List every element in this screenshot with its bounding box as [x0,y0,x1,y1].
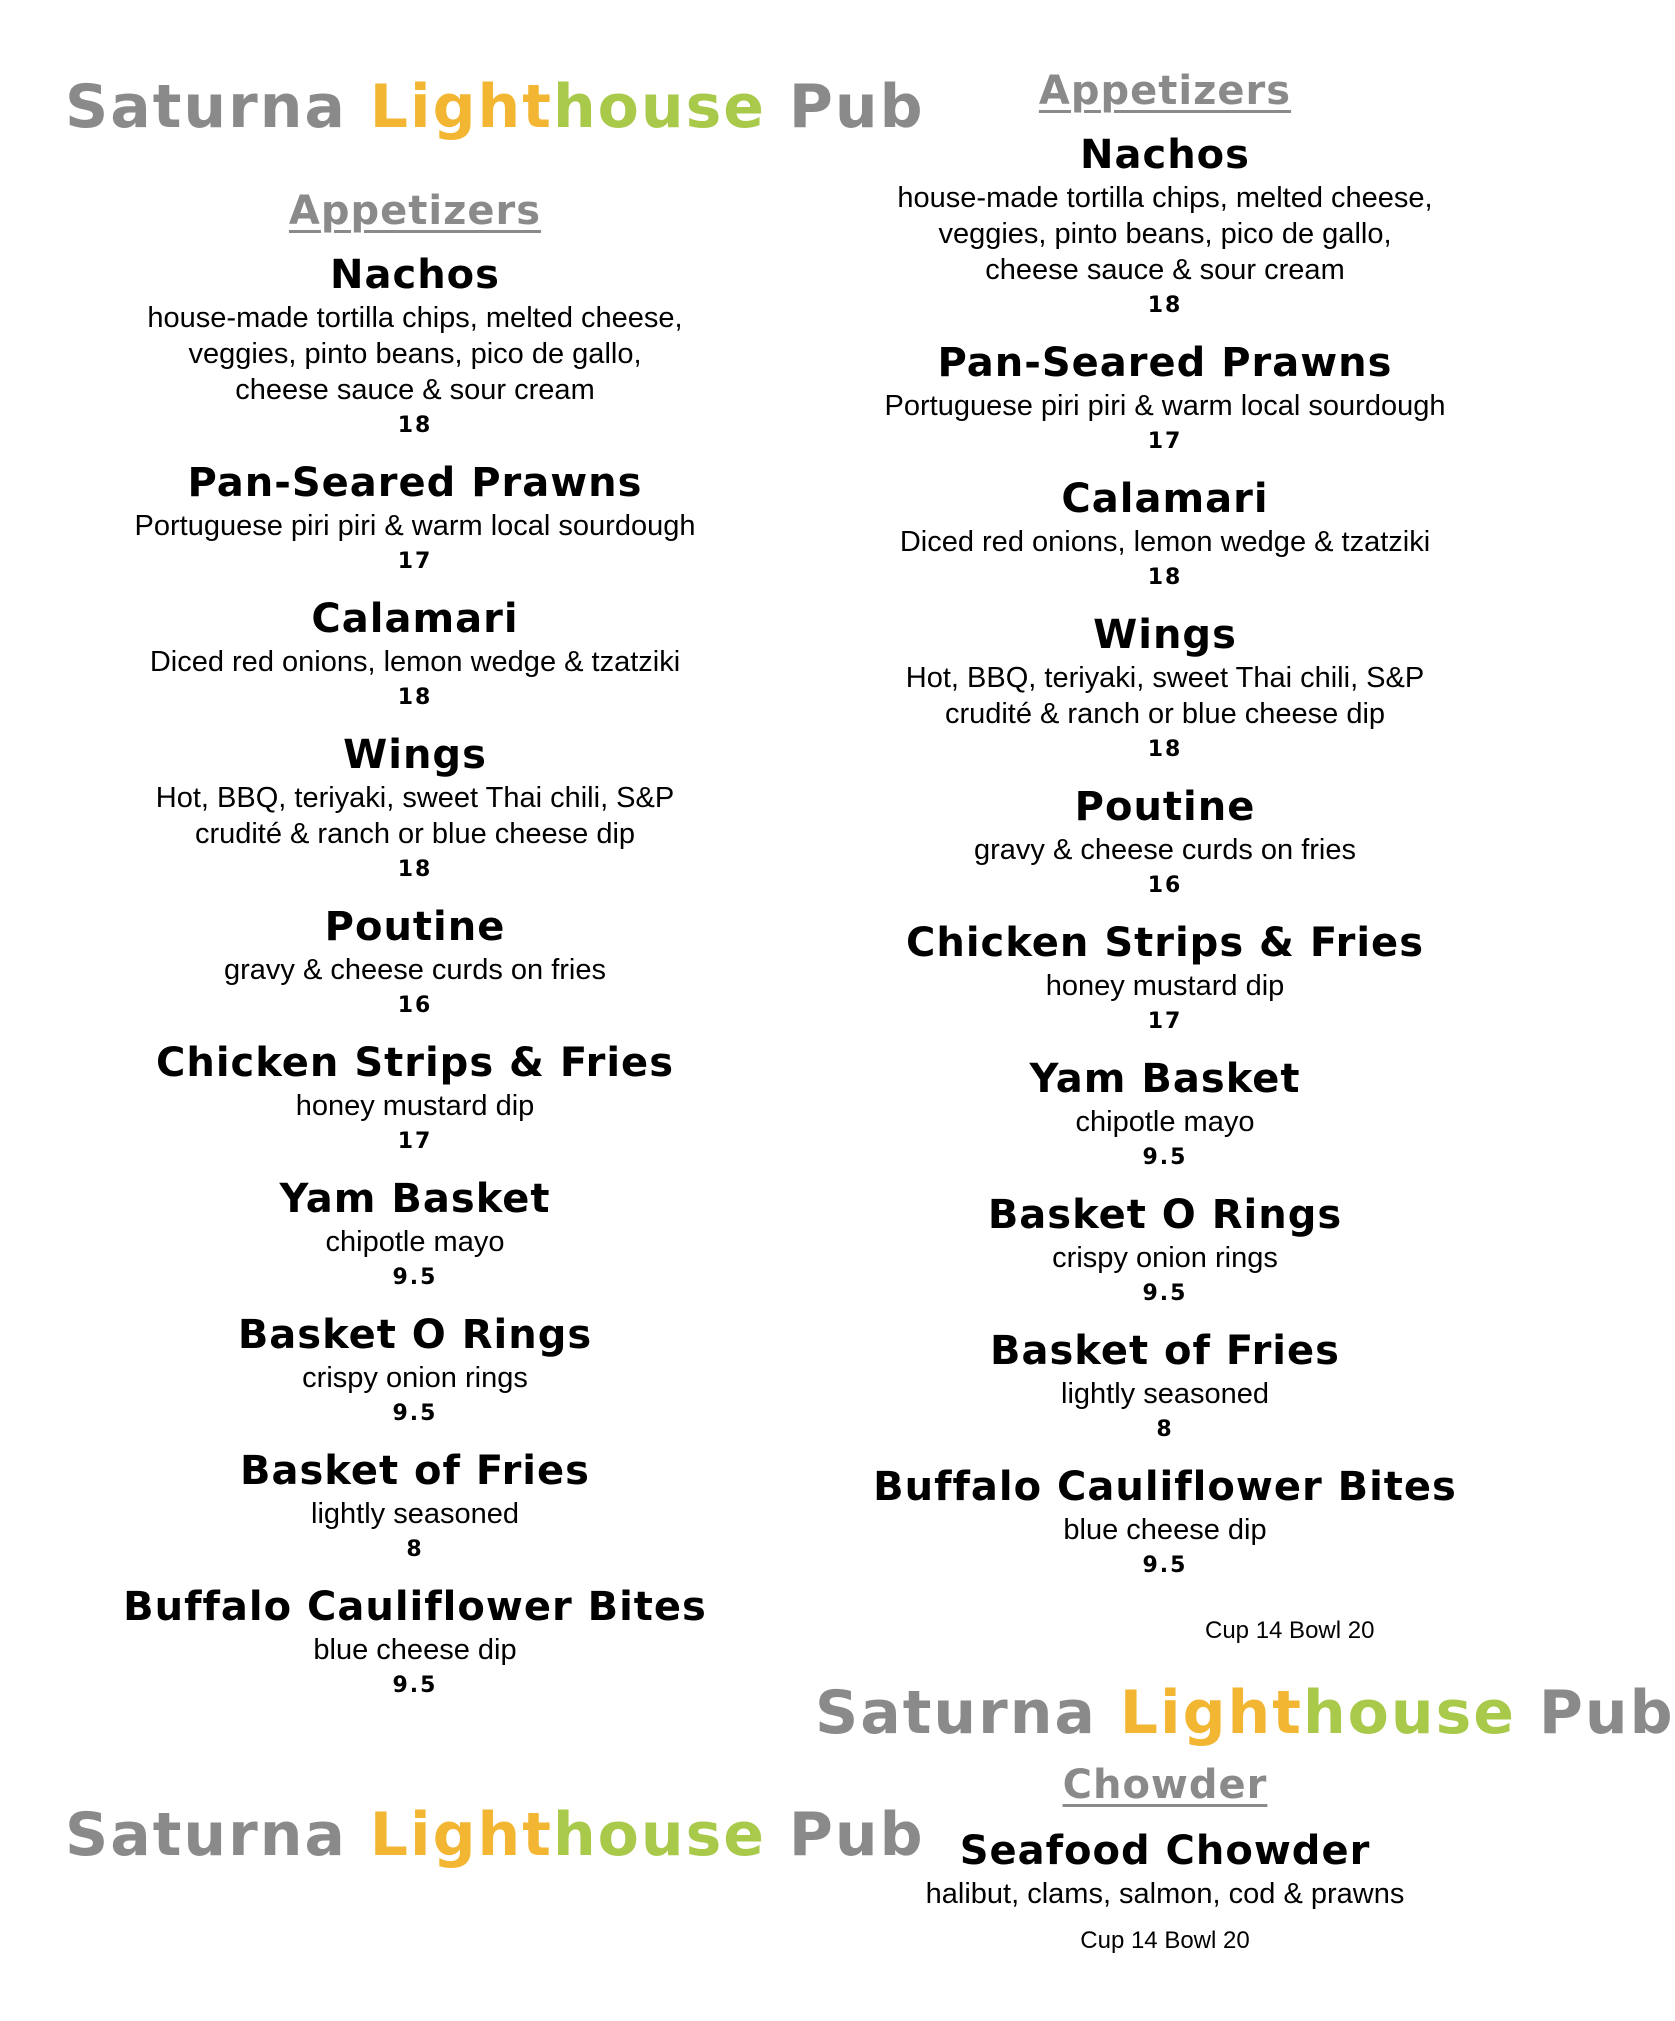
item-price: 16 [397,993,433,1018]
item-name: Wings [343,732,487,778]
item-description: Hot, BBQ, teriyaki, sweet Thai chili, S&P [905,662,1425,694]
item-price: 8 [406,1537,424,1562]
item-name: Pan-Seared Prawns [187,460,643,506]
menu-item [815,1190,1515,1312]
item-description: cheese sauce & sour cream [985,254,1345,286]
menu-item [65,250,765,444]
menu-item [65,1582,765,1704]
item-description: cheese sauce & sour cream [235,374,595,406]
item-price: 18 [397,685,433,710]
menu-item [815,474,1515,596]
item-price: 18 [397,413,433,438]
item-description: crudité & ranch or blue cheese dip [194,818,636,850]
item-price: 9.5 [1142,1553,1188,1578]
logo-top-left: Saturna Lighthouse Pub [65,72,925,142]
item-description: Hot, BBQ, teriyaki, sweet Thai chili, S&P [155,782,675,814]
item-price: 8 [1156,1417,1174,1442]
item-description: crudité & ranch or blue cheese dip [944,698,1386,730]
item-description: blue cheese dip [1063,1514,1267,1546]
item-price: 9.5 [1142,1281,1188,1306]
item-name: Buffalo Cauliflower Bites [873,1464,1457,1510]
menu-item [815,130,1515,324]
menu-item [65,458,765,580]
section-title-appetizers: Appetizers [1038,68,1292,114]
item-name: Poutine [1074,784,1256,830]
item-name: Basket O Rings [987,1192,1343,1238]
item-description: veggies, pinto beans, pico de gallo, [938,218,1392,250]
menu-item [815,610,1515,768]
menu-item [815,918,1515,1040]
item-price: 17 [1147,429,1183,454]
item-name: Basket O Rings [237,1312,593,1358]
item-name: Yam Basket [279,1176,551,1222]
menu-item [65,1038,765,1160]
item-description: crispy onion rings [1052,1242,1278,1274]
item-name: Buffalo Cauliflower Bites [123,1584,707,1630]
menu-item [815,782,1515,904]
item-description: Diced red onions, lemon wedge & tzatziki [899,526,1431,558]
right-items [815,130,1515,1584]
item-name: Chicken Strips & Fries [906,920,1424,966]
item-description: gravy & cheese curds on fries [223,954,606,986]
item-name: Nachos [330,252,500,298]
item-description: Diced red onions, lemon wedge & tzatziki [149,646,681,678]
menu-item [815,338,1515,460]
item-price: 9.5 [392,1401,438,1426]
menu-item [65,1174,765,1296]
item-name: Yam Basket [1029,1056,1301,1102]
menu-item [65,594,765,716]
item-description: chipotle mayo [1075,1106,1255,1138]
item-description: house-made tortilla chips, melted cheese, [147,302,683,334]
item-name: Nachos [1080,132,1250,178]
item-description: Portuguese piri piri & warm local sourdough [134,510,696,542]
item-description: halibut, clams, salmon, cod & prawns [925,1878,1405,1910]
item-description: chipotle mayo [325,1226,505,1258]
item-price: 18 [1147,737,1183,762]
item-price: 17 [397,549,433,574]
item-price: 9.5 [1142,1145,1188,1170]
chowder-section [815,1760,1515,1956]
item-price: 16 [1147,873,1183,898]
section-title-appetizers: Appetizers [288,188,542,234]
item-description: house-made tortilla chips, melted cheese, [897,182,1433,214]
menu-item [815,1326,1515,1448]
menu-item [65,730,765,888]
item-name: Chicken Strips & Fries [156,1040,674,1086]
item-price: 17 [1147,1009,1183,1034]
menu-item [65,902,765,1024]
item-price: Cup 14 Bowl 20 [1080,1927,1250,1954]
section-title-chowder: Chowder [1062,1762,1268,1808]
item-price: 18 [397,857,433,882]
left-menu-column [65,186,765,1704]
item-description: lightly seasoned [311,1498,519,1530]
item-description: Portuguese piri piri & warm local sourdough [884,390,1446,422]
menu-item [65,1446,765,1568]
item-description: honey mustard dip [1045,970,1285,1002]
left-items [65,250,765,1704]
menu-item [815,1054,1515,1176]
item-description: gravy & cheese curds on fries [973,834,1356,866]
item-name: Pan-Seared Prawns [937,340,1393,386]
item-name: Basket of Fries [240,1448,590,1494]
item-name: Seafood Chowder [959,1828,1371,1874]
item-description: lightly seasoned [1061,1378,1269,1410]
item-price: 9.5 [392,1265,438,1290]
right-menu-column [815,66,1515,1584]
item-description: veggies, pinto beans, pico de gallo, [188,338,642,370]
item-price: 18 [1147,293,1183,318]
item-name: Wings [1093,612,1237,658]
item-price: 17 [397,1129,433,1154]
item-description: blue cheese dip [313,1634,517,1666]
item-description: honey mustard dip [295,1090,535,1122]
stray-cup-bowl-text: Cup 14 Bowl 20 [1205,1617,1375,1644]
item-price: 18 [1147,565,1183,590]
item-name: Calamari [311,596,519,642]
item-description: crispy onion rings [302,1362,528,1394]
logo-bottom-left: Saturna Lighthouse Pub [65,1800,925,1870]
menu-item [65,1310,765,1432]
item-price: 9.5 [392,1673,438,1698]
menu-item [815,1462,1515,1584]
item-name: Basket of Fries [990,1328,1340,1374]
item-name: Poutine [324,904,506,950]
item-name: Calamari [1061,476,1269,522]
logo-right: Saturna Lighthouse Pub [815,1678,1675,1748]
